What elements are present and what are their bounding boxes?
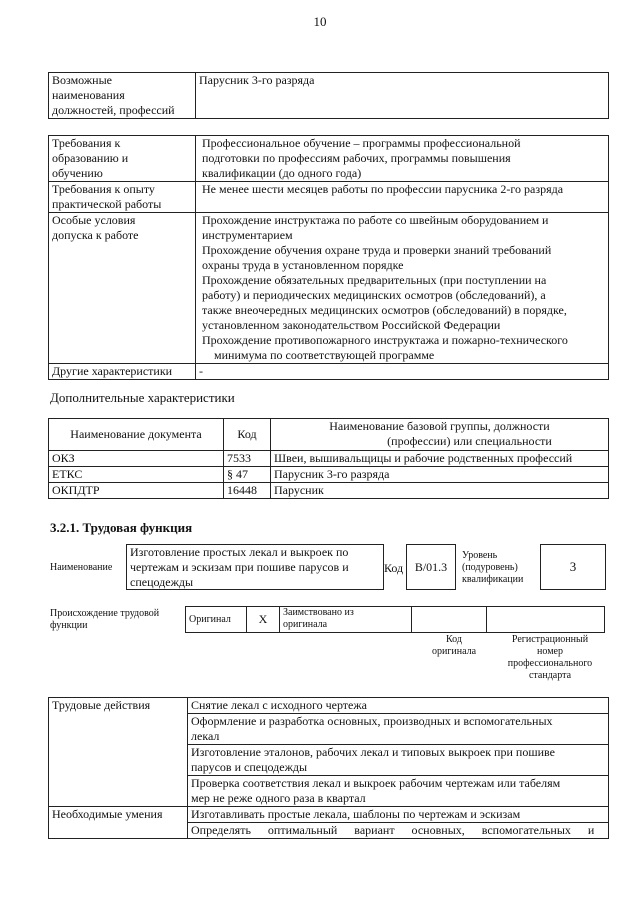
requirement-row-special-conditions [49, 213, 609, 364]
origin-reg-caption: Регистрационный номер профессионального стандарта [507, 634, 593, 681]
positions-table [48, 72, 609, 119]
doc-cell: ЕТКС [49, 467, 224, 483]
additional-header-row [49, 419, 609, 451]
action-item: Проверка соответствия лекал и выкроек рабочим чертежам или табелям мер не реже одного раза в квартал [188, 776, 609, 807]
origin-table [185, 606, 605, 633]
function-code-box: B/01.3 [406, 544, 456, 590]
actions-label: Трудовые действия [49, 698, 188, 807]
doc-cell: ОКПДТР [49, 483, 224, 499]
positions-value: Парусник 3-го разряда [196, 73, 609, 119]
function-name-label: Наименование [50, 562, 113, 573]
function-name-box: Изготовление простых лекал и выкроек по чертежам и эскизам при пошиве парусов и спецодежды [126, 544, 384, 590]
page-number: 10 [313, 14, 327, 29]
code-cell: § 47 [224, 467, 271, 483]
qualification-level-box: 3 [540, 544, 606, 590]
origin-original: Оригинал [186, 607, 247, 633]
additional-table [48, 418, 609, 499]
origin-borrowed: Заимствовано из оригинала [280, 607, 412, 633]
header-document: Наименование документа [49, 419, 224, 451]
table-row [49, 451, 609, 467]
header-code: Код [224, 419, 271, 451]
action-item: Изготовление эталонов, рабочих лекал и типовых выкроек при пошиве парусов и спецодежды [188, 745, 609, 776]
requirement-value: Не менее шести месяцев работы по профессии парусника 2-го разряда [196, 182, 609, 213]
requirement-row-other [49, 364, 609, 380]
requirement-value: Прохождение инструктажа по работе со швейным оборудованием и инструментарием Прохождение обучения охране труда и проверки знаний требований охраны труда в установленном порядке Прохождение обязательных предварительных (при поступлении на работу) и периодических медицинских осмотров (обследований), а также внеочередных медицинских осмотров (обследований) в порядке, установленном законодательством Российской Федерации Прохождение противопожарного инструктажа и пожарно-технического минимума по соответствующей программе [196, 213, 609, 364]
requirement-value: Профессиональное обучение – программы профессиональной подготовки по профессиям рабочих, программы повышения квалификации (до одного года) [196, 136, 609, 182]
origin-code-caption: Код оригинала [431, 634, 477, 657]
doc-cell: ОКЗ [49, 451, 224, 467]
skills-label: Необходимые умения [49, 807, 188, 839]
requirement-value: - [196, 364, 609, 380]
origin-code-cell [412, 607, 487, 633]
origin-mark: X [247, 607, 280, 633]
action-item: Снятие лекал с исходного чертежа [188, 698, 609, 714]
header-group-name: Наименование базовой группы, должности (профессии) или специальности [271, 419, 609, 451]
origin-reg-cell [487, 607, 605, 633]
skill-row [49, 807, 609, 823]
requirement-label: Особые условия допуска к работе [49, 213, 196, 364]
action-item: Оформление и разработка основных, производных и вспомогательных лекал [188, 714, 609, 745]
requirement-row-education [49, 136, 609, 182]
requirement-row-experience [49, 182, 609, 213]
name-cell: Парусник [271, 483, 609, 499]
positions-label: Возможные наименования должностей, профессий [49, 73, 196, 119]
name-cell: Швеи, вышивальщицы и рабочие родственных профессий [271, 451, 609, 467]
code-cell: 7533 [224, 451, 271, 467]
function-heading: 3.2.1. Трудовая функция [50, 520, 193, 535]
code-cell: 16448 [224, 483, 271, 499]
name-cell: Парусник 3-го разряда [271, 467, 609, 483]
requirement-label: Требования к опыту практической работы [49, 182, 196, 213]
requirement-label: Другие характеристики [49, 364, 196, 380]
table-row [49, 467, 609, 483]
actions-skills-table [48, 697, 609, 839]
origin-label: Происхождение трудовой функции [50, 608, 160, 631]
requirement-label: Требования к образованию и обучению [49, 136, 196, 182]
requirements-table [48, 135, 609, 380]
qualification-level-label: Уровень (подуровень) квалификации [462, 550, 524, 585]
skill-item: Определять оптимальный вариант основных, вспомогательных и [188, 823, 609, 839]
action-row [49, 698, 609, 714]
additional-heading: Дополнительные характеристики [50, 390, 235, 405]
function-code-label: Код [384, 561, 404, 575]
table-row [49, 483, 609, 499]
skill-item: Изготавливать простые лекала, шаблоны по чертежам и эскизам [188, 807, 609, 823]
